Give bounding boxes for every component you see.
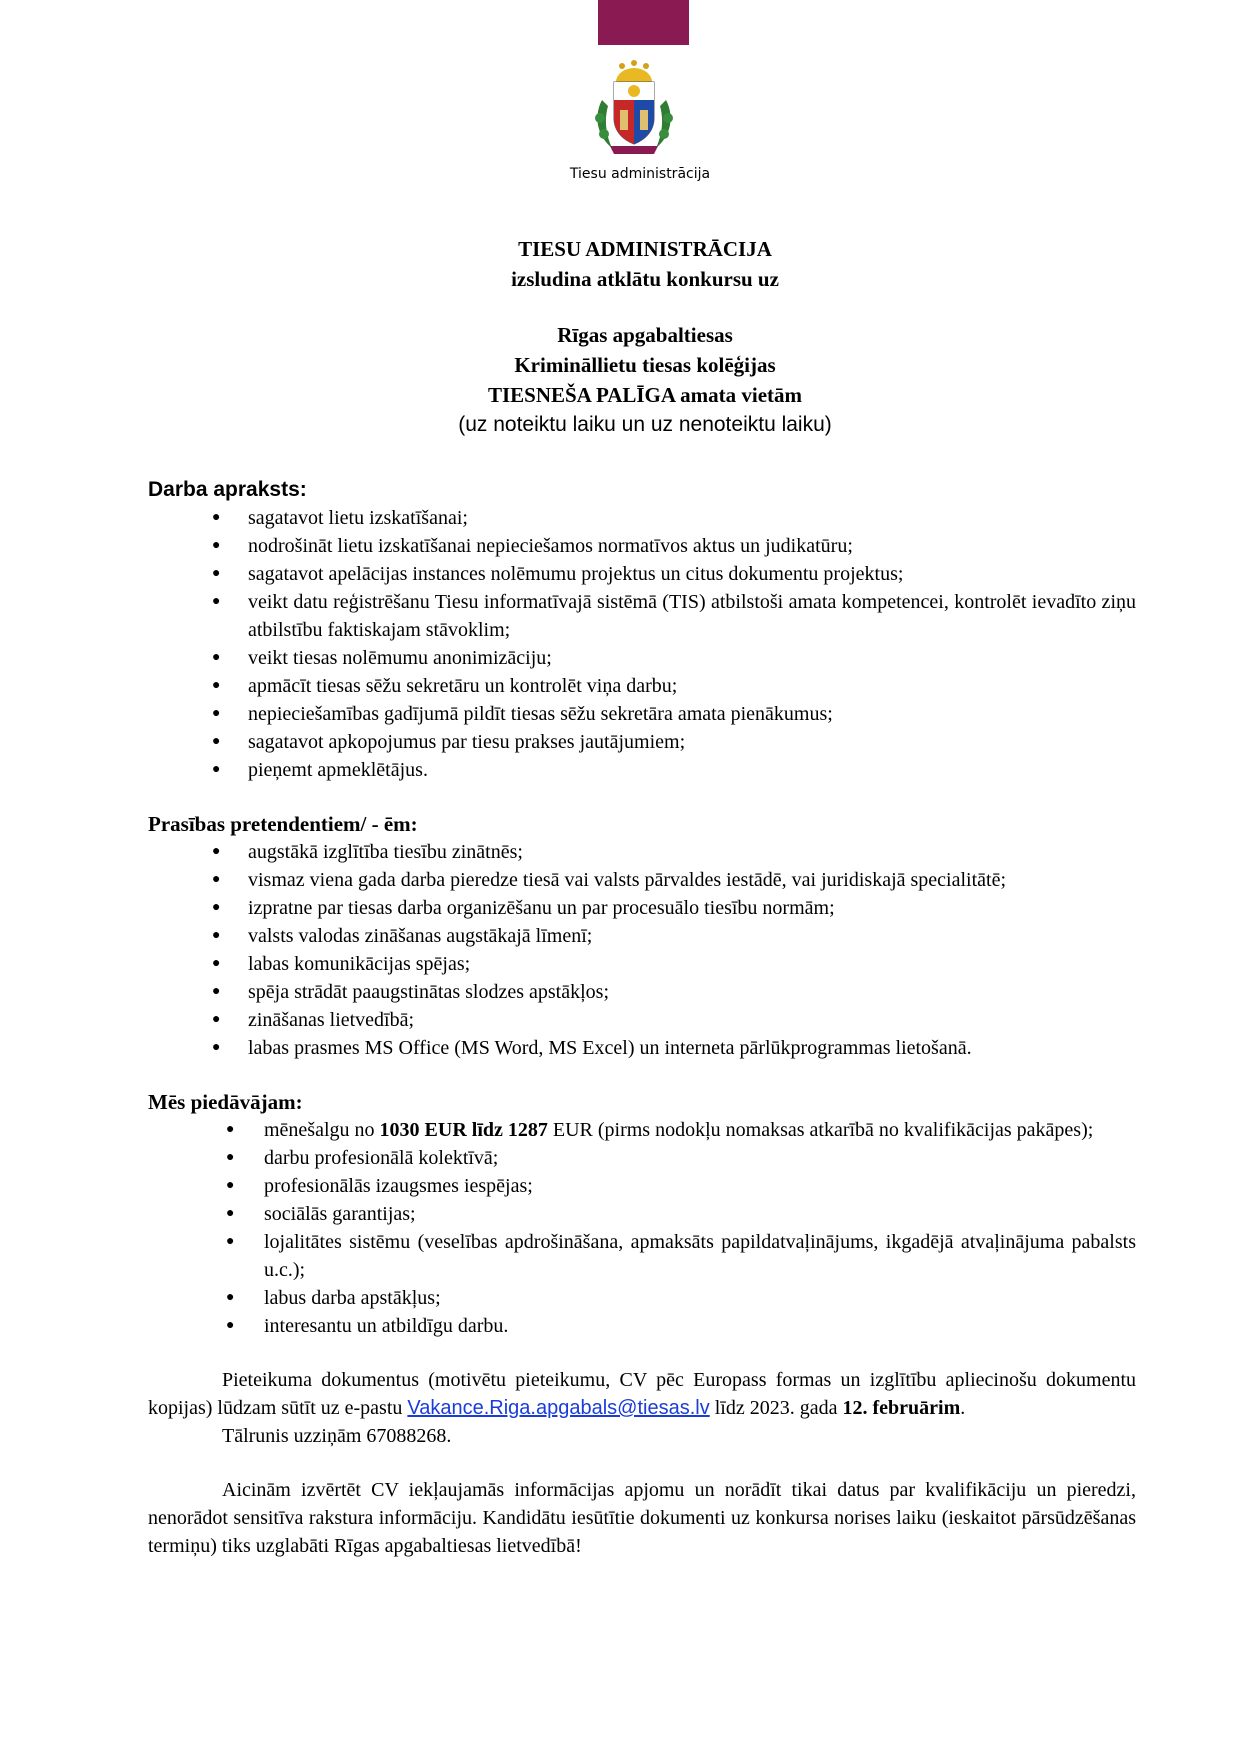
bullet-dot-icon: ● (212, 984, 221, 999)
bullet-dot-icon: ● (212, 1012, 221, 1027)
offer-title: Mēs piedāvājam: (148, 1090, 303, 1114)
list-item: ● nepieciešamības gadījumā pildīt tiesas sēžu sekretāra amata pienākumus; (148, 700, 1136, 728)
list-item: ● zināšanas lietvedībā; (148, 1006, 1136, 1034)
bullet-dot-icon: ● (212, 566, 221, 581)
list-item: ● nodrošināt lietu izskatīšanai nepieciešamos normatīvos aktus un judikatūru; (148, 532, 1136, 560)
header-term: (uz noteiktu laiku un uz nenoteiktu laiku) (458, 413, 832, 436)
bullet-dot-icon: ● (212, 872, 221, 887)
salary-range: 1030 EUR līdz 1287 (379, 1119, 548, 1141)
bullet-dot-icon: ● (226, 1122, 235, 1137)
list-item: ● darbu profesionālā kolektīvā; (148, 1144, 1136, 1172)
list-item: ● vismaz viena gada darba pieredze tiesā vai valsts pārvaldes iestādē, vai juridiskajā specialitātē; (148, 866, 1136, 894)
bullet-dot-icon: ● (226, 1318, 235, 1333)
list-item: ● apmācīt tiesas sēžu sekretāru un kontrolēt viņa darbu; (148, 672, 1136, 700)
requirements-list (148, 838, 1136, 1062)
duties-list (148, 504, 1136, 784)
bullet-dot-icon: ● (212, 594, 221, 609)
announcement-header (0, 234, 1240, 440)
list-item: ● sociālās garantijas; (148, 1200, 1136, 1228)
list-item: ● valsts valodas zināšanas augstākajā līmenī; (148, 922, 1136, 950)
bullet-dot-icon: ● (212, 706, 221, 721)
header-announces: izsludina atklātu konkursu uz (511, 267, 779, 291)
brand-header-bar (598, 0, 689, 45)
bullet-dot-icon: ● (212, 1040, 221, 1055)
header-panel: Krimināllietu tiesas kolēģijas (514, 353, 776, 377)
bullet-dot-icon: ● (212, 678, 221, 693)
list-item: ● sagatavot apkopojumus par tiesu prakses jautājumiem; (148, 728, 1136, 756)
list-item: ● lojalitātes sistēmu (veselības apdrošināšana, apmaksāts papildatvaļinājums, ikgadējā atvaļinājuma pabalsts u.c.); (148, 1228, 1136, 1284)
email-link[interactable]: Vakance.Riga.apgabals@tiesas.lv (407, 1397, 710, 1419)
bullet-dot-icon: ● (212, 734, 221, 749)
list-item: ● izpratne par tiesas darba organizēšanu un par procesuālo tiesību normām; (148, 894, 1136, 922)
bullet-dot-icon: ● (212, 510, 221, 525)
bullet-dot-icon: ● (226, 1178, 235, 1193)
list-item: ● spēja strādāt paaugstinātas slodzes apstākļos; (148, 978, 1136, 1006)
header-institution: TIESU ADMINISTRĀCIJA (518, 237, 772, 261)
bullet-dot-icon: ● (212, 844, 221, 859)
application-paragraph: Pieteikuma dokumentus (motivētu pieteikumu, CV pēc Europass formas un izglītību apliecinošu dokumentu kopijas) lūdzam sūtīt uz e-pastu Vakance.Riga.apgabals@tiesas.lv līdz 2023. gada 12. februārim. (148, 1369, 1136, 1419)
list-item: ● augstākā izglītība tiesību zinātnēs; (148, 838, 1136, 866)
bullet-dot-icon: ● (226, 1290, 235, 1305)
document-body (148, 476, 1136, 1560)
header-court: Rīgas apgabaltiesas (557, 323, 733, 347)
duties-title: Darba apraksts: (148, 478, 307, 501)
privacy-notice: Aicinām izvērtēt CV iekļaujamās informācijas apjomu un norādīt tikai datus par kvalifikāciju un pieredzi, nenorādot sensitīva rakstura informāciju. Kandidātu iesūtītie dokumenti uz konkursa norises laiku (ieskaitot pārsūdzēšanas termiņu) tiks uzglabāti Rīgas apgabaltiesas lietvedībā! (148, 1479, 1136, 1557)
bullet-dot-icon: ● (226, 1150, 235, 1165)
list-item: ● profesionālās izaugsmes iespējas; (148, 1172, 1136, 1200)
offer-list (148, 1116, 1136, 1340)
bullet-dot-icon: ● (212, 762, 221, 777)
bullet-dot-icon: ● (226, 1234, 235, 1249)
bullet-dot-icon: ● (226, 1206, 235, 1221)
deadline-date: 12. februārim (842, 1397, 961, 1419)
list-item: ● interesantu un atbildīgu darbu. (148, 1312, 1136, 1340)
bullet-dot-icon: ● (212, 928, 221, 943)
list-item: ● sagatavot apelācijas instances nolēmumu projektus un citus dokumentu projektus; (148, 560, 1136, 588)
list-item-salary: ● mēnešalgu no 1030 EUR līdz 1287 EUR (pirms nodokļu nomaksas atkarībā no kvalifikācijas pakāpes); (148, 1116, 1136, 1144)
organization-label: Tiesu administrācija (569, 166, 711, 182)
list-item: ● veikt tiesas nolēmumu anonimizāciju; (148, 644, 1136, 672)
requirements-title: Prasības pretendentiem/ - ēm: (148, 812, 418, 836)
bullet-dot-icon: ● (212, 900, 221, 915)
header-position: TIESNEŠA PALĪGA amata vietām (487, 383, 803, 407)
bullet-dot-icon: ● (212, 650, 221, 665)
list-item: ● labas prasmes MS Office (MS Word, MS Excel) un interneta pārlūkprogrammas lietošanā. (148, 1034, 1136, 1062)
list-item: ● sagatavot lietu izskatīšanai; (148, 504, 1136, 532)
phone-line: Tālrunis uzziņām 67088268. (222, 1425, 452, 1447)
coat-of-arms-icon (592, 60, 676, 158)
list-item: ● veikt datu reģistrēšanu Tiesu informatīvajā sistēmā (TIS) atbilstoši amata kompetencei, kontrolēt ievadīto ziņu atbilstību faktiskajam stāvoklim; (148, 588, 1136, 644)
list-item: ● labus darba apstākļus; (148, 1284, 1136, 1312)
list-item: ● labas komunikācijas spējas; (148, 950, 1136, 978)
list-item: ● pieņemt apmeklētājus. (148, 756, 1136, 784)
bullet-dot-icon: ● (212, 538, 221, 553)
bullet-dot-icon: ● (212, 956, 221, 971)
